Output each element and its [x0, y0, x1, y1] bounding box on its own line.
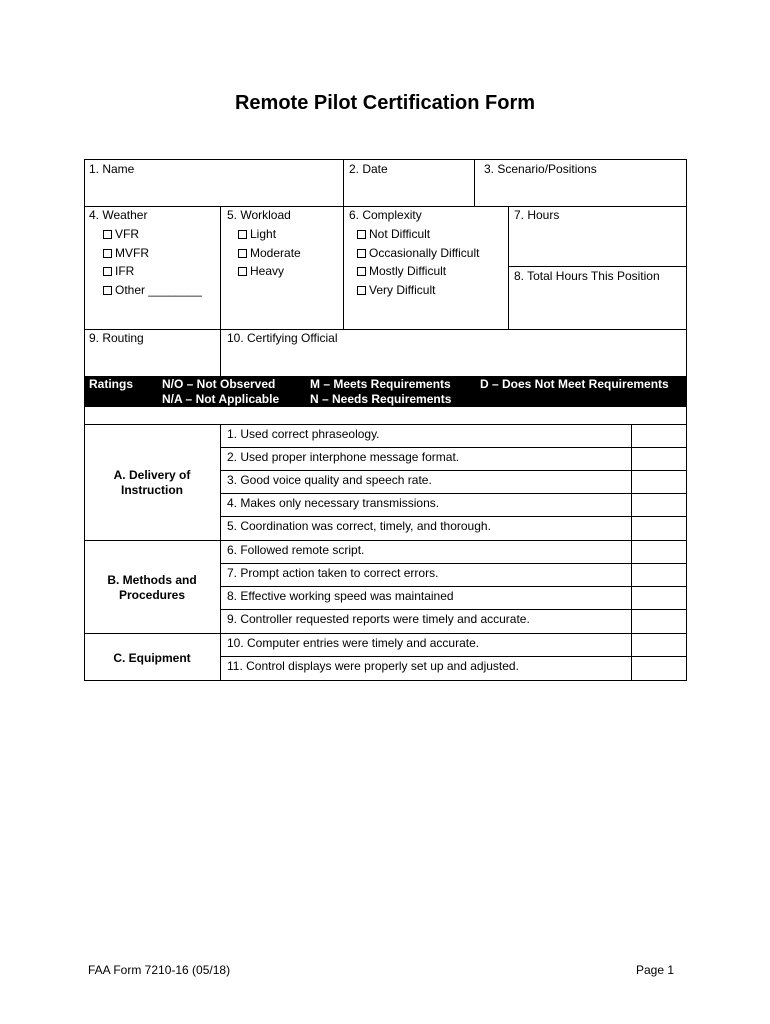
rating-meets: M – Meets Requirements: [310, 377, 451, 391]
criterion-row: 6. Followed remote script.: [227, 543, 365, 557]
certifying-official-field[interactable]: [227, 331, 338, 345]
checkbox-icon: [357, 249, 366, 258]
total-hours-field[interactable]: [514, 269, 660, 283]
option-label: Light: [250, 227, 277, 241]
form-number: FAA Form 7210-16 (05/18): [88, 963, 231, 977]
category-label: B. Methods and: [107, 573, 197, 587]
criterion-row: 8. Effective working speed was maintained: [227, 589, 454, 603]
scenario-field[interactable]: [484, 162, 597, 176]
criterion-row: 11. Control displays were properly set up and adjusted.: [227, 659, 519, 673]
criterion-row: 7. Prompt action taken to correct errors.: [227, 566, 439, 580]
rating-cell-6[interactable]: [632, 541, 686, 563]
rating-cell-5[interactable]: [632, 517, 686, 540]
category-delivery-of-instruction: [84, 468, 220, 498]
certifying-official-label: 10. Certifying Official: [227, 331, 338, 345]
date-field[interactable]: [349, 162, 388, 176]
weather-option-other[interactable]: [103, 283, 202, 297]
option-label: Occasionally Difficult: [369, 246, 480, 260]
routing-label: 9. Routing: [89, 331, 144, 345]
routing-field[interactable]: [89, 331, 144, 345]
option-label: Mostly Difficult: [369, 264, 447, 278]
weather-option-mvfr[interactable]: [103, 246, 149, 260]
ratings-label: Ratings: [89, 377, 134, 391]
criterion-row: 10. Computer entries were timely and accurate.: [227, 636, 480, 650]
scenario-label: 3. Scenario/Positions: [484, 162, 597, 176]
weather-label: 4. Weather: [89, 208, 148, 222]
ratings-legend-bar: [84, 376, 687, 407]
criterion-row: 5. Coordination was correct, timely, and thorough.: [227, 519, 491, 533]
complexity-option-very-difficult[interactable]: [357, 283, 435, 297]
total-hours-label: 8. Total Hours This Position: [514, 269, 660, 283]
rating-cell-8[interactable]: [632, 587, 686, 609]
category-label: Instruction: [121, 483, 183, 497]
category-methods-and-procedures: [84, 573, 220, 603]
rating-does-not-meet: D – Does Not Meet Requirements: [480, 377, 669, 391]
complexity-option-mostly-difficult[interactable]: [357, 264, 446, 278]
workload-option-moderate[interactable]: [238, 246, 301, 260]
rating-cell-10[interactable]: [632, 634, 686, 656]
category-label: Procedures: [118, 588, 186, 602]
weather-option-ifr[interactable]: [103, 264, 134, 278]
rating-cell-4[interactable]: [632, 494, 686, 516]
rating-cell-9[interactable]: [632, 610, 686, 633]
option-label: IFR: [115, 264, 135, 278]
option-label: Very Difficult: [369, 283, 436, 297]
checkbox-icon: [357, 230, 366, 239]
checkbox-icon: [238, 230, 247, 239]
checkbox-icon: [357, 267, 366, 276]
rating-needs: N – Needs Requirements: [310, 392, 452, 406]
checkbox-icon: [103, 249, 112, 258]
page-number: Page 1: [636, 963, 675, 977]
checkbox-icon: [238, 267, 247, 276]
weather-option-vfr[interactable]: [103, 227, 139, 241]
rating-cell-7[interactable]: [632, 564, 686, 586]
complexity-option-occasionally-difficult[interactable]: [357, 246, 479, 260]
workload-label: 5. Workload: [227, 208, 291, 222]
option-label: Other ________: [115, 283, 202, 297]
option-label: VFR: [115, 227, 139, 241]
name-label: 1. Name: [89, 162, 135, 176]
complexity-label: 6. Complexity: [349, 208, 422, 222]
option-label: Not Difficult: [369, 227, 431, 241]
criterion-row: 3. Good voice quality and speech rate.: [227, 473, 432, 487]
category-label: A. Delivery of: [113, 468, 191, 482]
checkbox-icon: [103, 286, 112, 295]
workload-option-light[interactable]: [238, 227, 276, 241]
criterion-row: 9. Controller requested reports were timely and accurate.: [227, 612, 530, 626]
page-title: Remote Pilot Certification Form: [234, 92, 536, 114]
name-field[interactable]: [89, 162, 134, 176]
rating-cell-1[interactable]: [632, 425, 686, 447]
criterion-row: 2. Used proper interphone message format.: [227, 450, 460, 464]
checkbox-icon: [238, 249, 247, 258]
rating-cell-2[interactable]: [632, 448, 686, 470]
checkbox-icon: [357, 286, 366, 295]
checkbox-icon: [103, 267, 112, 276]
category-equipment: [84, 651, 220, 666]
criterion-row: 1. Used correct phraseology.: [227, 427, 380, 441]
option-label: MVFR: [115, 246, 149, 260]
hours-field[interactable]: [514, 208, 559, 222]
complexity-option-not-difficult[interactable]: [357, 227, 430, 241]
criterion-row: 4. Makes only necessary transmissions.: [227, 496, 440, 510]
date-label: 2. Date: [349, 162, 388, 176]
rating-cell-3[interactable]: [632, 471, 686, 493]
hours-label: 7. Hours: [514, 208, 560, 222]
rating-not-observed: N/O – Not Observed: [162, 377, 276, 391]
rating-cell-11[interactable]: [632, 657, 686, 680]
checkbox-icon: [103, 230, 112, 239]
option-label: Moderate: [250, 246, 301, 260]
workload-option-heavy[interactable]: [238, 264, 284, 278]
category-label: C. Equipment: [113, 651, 191, 665]
rating-not-applicable: N/A – Not Applicable: [162, 392, 280, 406]
option-label: Heavy: [250, 264, 285, 278]
